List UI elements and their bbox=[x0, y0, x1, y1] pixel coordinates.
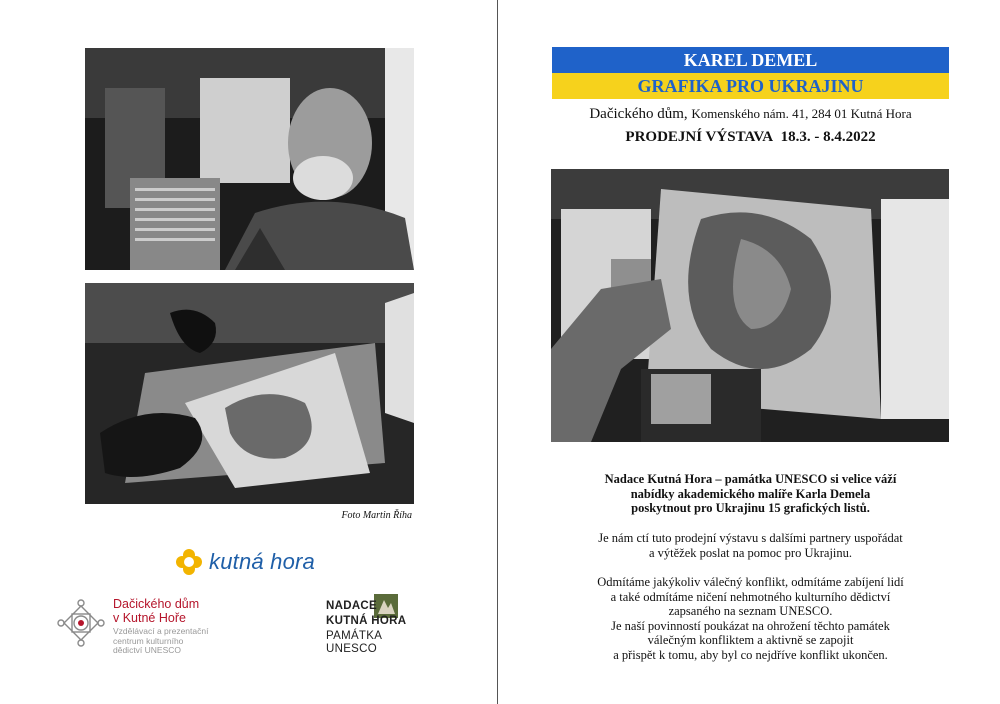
kutna-hora-logo bbox=[175, 548, 315, 576]
p2-line1: Je nám ctí tuto prodejní výstavu s dalšími partnery uspořádat bbox=[598, 531, 903, 545]
venue-name: Dačického dům, bbox=[589, 106, 688, 122]
exhibition-subtitle: GRAFIKA PRO UKRAJINU bbox=[637, 75, 864, 96]
p3-line2: a také odmítáme ničení nehmotného kulturního dědictví bbox=[610, 589, 891, 604]
nadace-line2: KUTNÁ HORA bbox=[326, 615, 407, 627]
nadace-line1: NADACE bbox=[326, 600, 377, 612]
p1-line1: Nadace Kutná Hora – památka UNESCO si velice váží bbox=[604, 472, 897, 486]
dacickeho-dum-logo-icon bbox=[55, 597, 107, 649]
p3-line5: válečným konfliktem a aktivně se zapojit bbox=[647, 633, 854, 647]
sale-line bbox=[552, 129, 949, 146]
page-divider bbox=[497, 0, 498, 704]
paragraph-honor bbox=[552, 531, 949, 560]
nadace-line3: PAMÁTKA UNESCO bbox=[326, 630, 382, 655]
p3-line3: zapsaného na seznam UNESCO. bbox=[668, 604, 833, 618]
dacickeho-sub-line2: centrum kulturního bbox=[113, 635, 184, 646]
artist-hands-engraving-photo bbox=[85, 283, 414, 504]
dacickeho-name-line1: Dačického dům bbox=[113, 597, 200, 611]
artist-portrait-photo bbox=[85, 48, 414, 270]
venue-address: Komenského nám. 41, 284 01 Kutná Hora bbox=[691, 106, 912, 121]
p1-line3: poskytnout pro Ukrajinu 15 grafických listů. bbox=[631, 501, 870, 515]
kutna-hora-logo-text: kutná hora bbox=[209, 549, 315, 574]
venue-line bbox=[552, 106, 949, 123]
nadace-logo bbox=[326, 594, 426, 654]
dacickeho-sub-line3: dědictví UNESCO bbox=[113, 645, 182, 655]
dacickeho-name-line2: v Kutné Hoře bbox=[113, 611, 186, 625]
sale-label: PRODEJNÍ VÝSTAVA bbox=[625, 129, 774, 145]
p3-line1: Odmítáme jakýkoliv válečný konflikt, odmítáme zabíjení lidí bbox=[597, 575, 904, 589]
sale-dates: 18.3. - 8.4.2022 bbox=[780, 129, 876, 145]
p3-line6: a přispět k tomu, aby byl co nejdříve konflikt ukončen. bbox=[613, 647, 888, 662]
dacickeho-sub-line1: Vzdělávací a prezentační bbox=[113, 626, 209, 636]
p3-line4: Je naší povinností poukázat na ohrožení těchto památek bbox=[611, 618, 890, 633]
exhibition-title: KAREL DEMEL bbox=[683, 49, 818, 70]
paragraph-statement bbox=[552, 575, 949, 662]
photo-credit: Foto Martin Říha bbox=[341, 510, 412, 521]
dacickeho-dum-logo bbox=[55, 597, 233, 656]
kutna-hora-logo-icon bbox=[175, 548, 203, 576]
paragraph-thanks bbox=[552, 472, 949, 516]
artist-holding-print-photo bbox=[551, 169, 949, 442]
p1-line2: nabídky akademického malíře Karla Demela bbox=[630, 486, 871, 501]
ukraine-flag-banner bbox=[552, 47, 949, 99]
p2-line2: a výtěžek poslat na pomoc pro Ukrajinu. bbox=[648, 545, 853, 560]
